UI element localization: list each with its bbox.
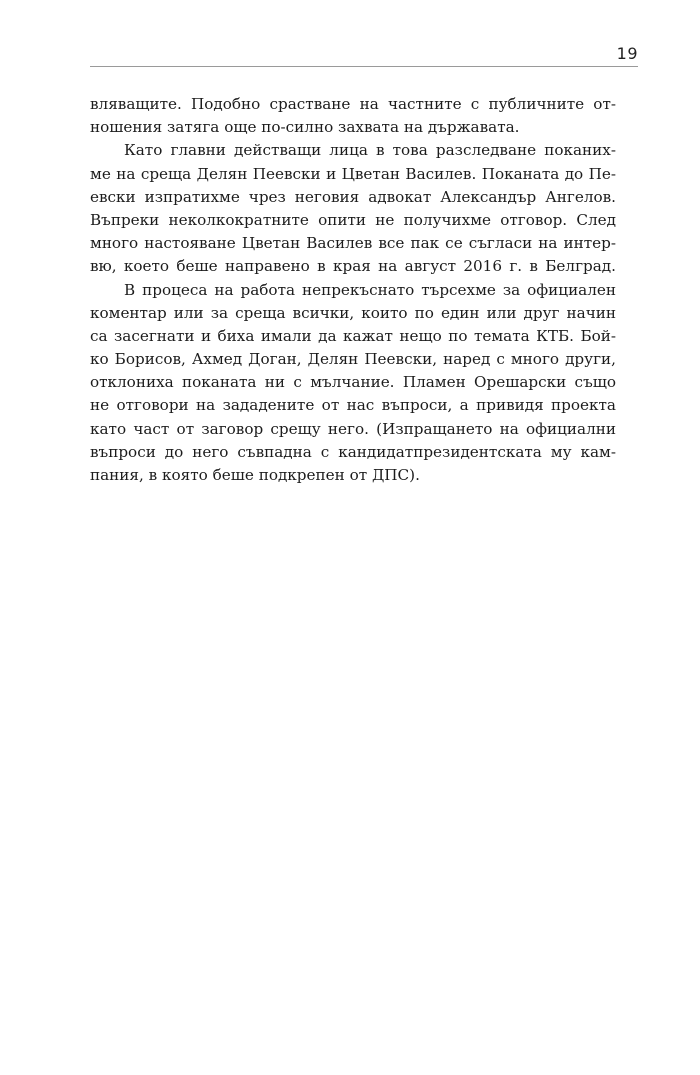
text-line: като част от заговор срещу него. (Изпращането на официални [90, 419, 616, 438]
text-line: Като главни действащи лица в това разследване поканих- [124, 141, 616, 160]
paragraph [90, 139, 616, 278]
text-line: пания, в която беше подкрепен от ДПС). [90, 466, 420, 484]
text-line: много настояване Цветан Василев все пак се съгласи на интер- [90, 234, 616, 253]
text-line: евски изпратихме чрез неговия адвокат Александър Ангелов. [90, 187, 616, 206]
text-line: ко Борисов, Ахмед Доган, Делян Пеевски, наред с много други, [90, 350, 616, 369]
paragraph [90, 279, 616, 488]
text-line: Въпреки неколкократните опити не получихме отговор. След [90, 210, 616, 229]
text-line: вляващите. Подобно срастване на частните с публичните от- [90, 95, 616, 113]
text-line: ме на среща Делян Пеевски и Цветан Василев. Поканата до Пе- [90, 164, 616, 183]
text-line: не отговори на зададените от нас въпроси, а привидя проекта [90, 396, 616, 415]
text-line: вю, което беше направено в края на август 2016 г. в Белград. [90, 257, 616, 276]
header-rule [90, 66, 638, 67]
text-line: ношения затяга още по-силно захвата на държавата. [90, 118, 520, 137]
text-line: са засегнати и биха имали да кажат нещо по темата КТБ. Бой- [90, 326, 616, 345]
text-line: въпроси до него съвпадна с кандидатпрезидентската му кам- [90, 442, 616, 461]
body-text [90, 93, 616, 487]
page-number: 19 [616, 44, 638, 63]
text-line: В процеса на работа непрекъснато търсехме за официален [124, 280, 616, 299]
paragraph [90, 93, 616, 139]
text-line: отклониха поканата ни с мълчание. Пламен Орешарски също [90, 373, 616, 392]
text-line: коментар или за среща всички, които по един или друг начин [90, 303, 616, 322]
